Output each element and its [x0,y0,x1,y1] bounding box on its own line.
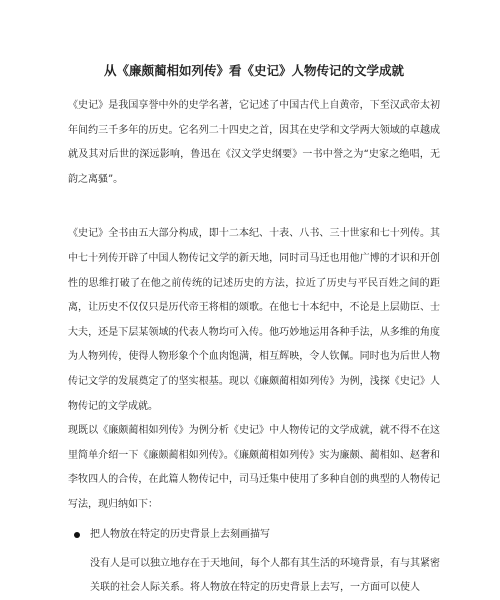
document-title: 从《廉颇蔺相如列传》看《史记》人物传记的文学成就 [103,63,404,78]
paragraph-example: 现既以《廉颇蔺相如列传》为例分析《史记》中人物传记的文学成就，就不得不在这里简单介绍一下《廉颇蔺相如列传》。《廉颇蔺相如列传》实为廉颇、蔺相如、赵奢和李牧四人的合传，在此篇人物传记中，司马迁集中使用了多种自创的典型的人物传记写法，现归纳如下： [68,425,440,510]
paragraph-gap [68,192,440,224]
paragraph-intro: 《史记》是我国享誉中外的史学名著，它记述了中国古代上自黄帝，下至汉武帝太初年间约三千多年的历史。它名列二十四史之首，因其在史学和文学两大领域的卓越成就及其对后世的深远影响，鲁迅在《汉文学史纲要》一书中誉之为“史家之绝唱，无韵之离骚”。 [68,100,440,185]
bullet-dot-icon [74,532,80,538]
bullet-item [68,524,440,546]
bullet-text: 把人物放在特定的历史背景上去刻画描写 [90,528,270,540]
paragraph-structure: 《史记》全书由五大部分构成，即十二本纪、十表、八书、三十世家和七十列传。其中七十列传开辟了中国人物传记文学的新天地，同时司马迁也用他广博的才识和开创性的思维打破了在他之前传统的记述历史的方法，拉近了历史与平民百姓之间的距离，让历史不仅仅只是历代帝王将相的颂歌。在他七十本纪中，不论是上层勋臣、士大夫，还是下层某领域的代表人物均可入传。他巧妙地运用各种手法，从多维的角度为人物列传，使得人物形象个个血肉饱满，相互辉映，令人钦佩。同时也为后世人物传记文学的发展奠定了的坚实根基。现以《廉颇蔺相如列传》为例，浅探《史记》人物传记的文学成就。 [68,228,440,412]
sub-paragraph: 没有人是可以独立地存在于天地间，每个人都有其生活的环境背景，有与其紧密关联的社会人际关系。将人物放在特定的历史背景上去写，一方面可以使人 [90,557,440,593]
